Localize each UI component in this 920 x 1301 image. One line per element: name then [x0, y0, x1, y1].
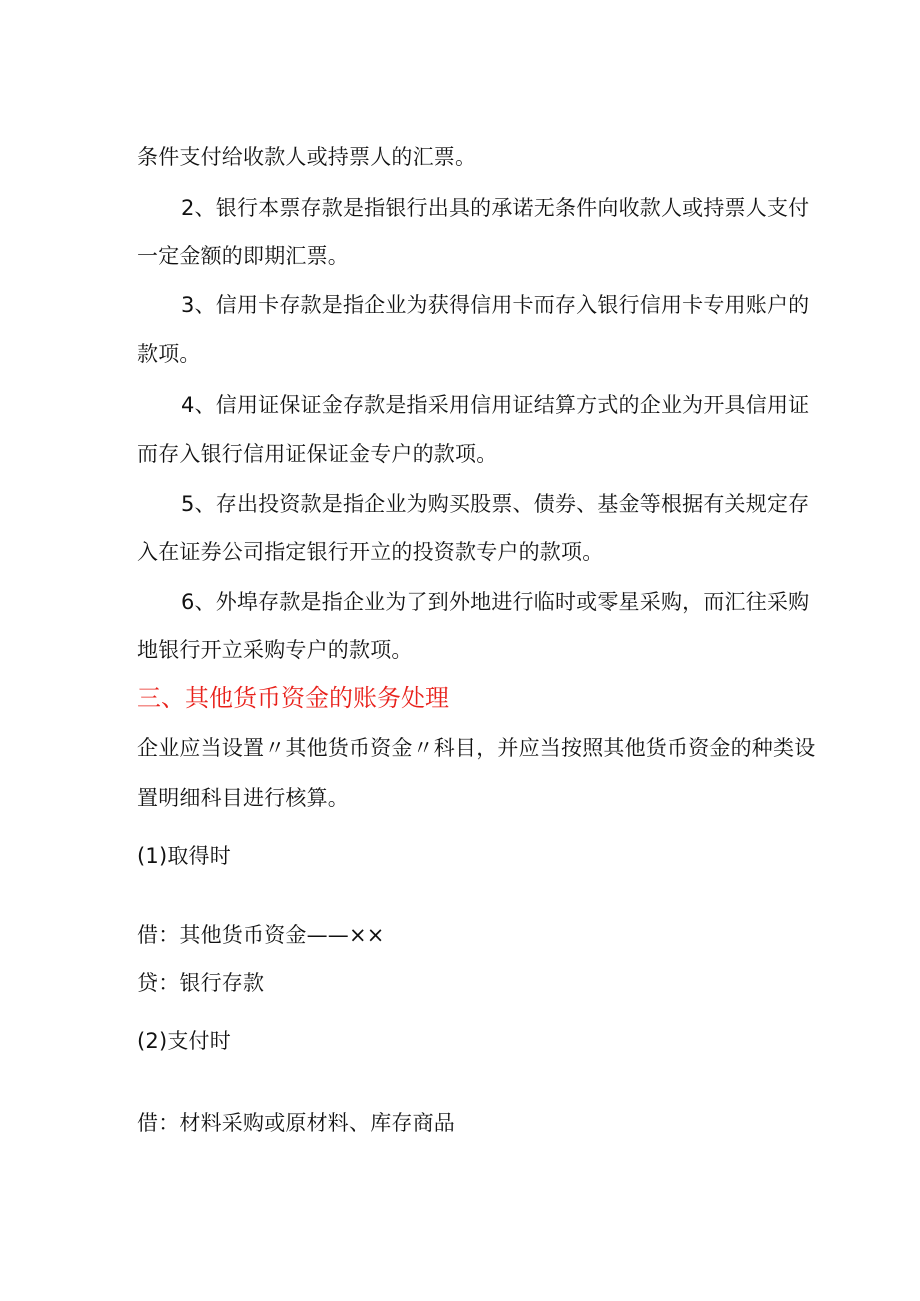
paragraph-line: 一定金额的即期汇票。: [137, 244, 349, 268]
paragraph-line: 而存入银行信用证保证金专户的款项。: [137, 442, 498, 466]
entry-credit-acquire: 贷：银行存款: [137, 971, 265, 995]
entry-debit-acquire: 借：其他货币资金——××: [137, 923, 385, 947]
paragraph-line: 2、银行本票存款是指银行出具的承诺无条件向收款人或持票人支付: [181, 196, 810, 220]
paragraph-line: 6、外埠存款是指企业为了到外地进行临时或零星采购，而汇往采购: [181, 590, 810, 614]
paragraph-line: 3、信用卡存款是指企业为获得信用卡而存入银行信用卡专用账户的: [181, 293, 810, 317]
paragraph-line: 入在证券公司指定银行开立的投资款专户的款项。: [137, 540, 604, 564]
paragraph-line: 款项。: [137, 342, 201, 366]
paragraph-line: 5、存出投资款是指企业为购买股票、债券、基金等根据有关规定存: [181, 492, 810, 516]
entry-debit-pay: 借：材料采购或原材料、库存商品: [137, 1111, 455, 1135]
section-heading: 三、其他货币资金的账务处理: [137, 684, 449, 712]
intro-line: 企业应当设置〃其他货币资金〃科目，并应当按照其他货币资金的种类设: [137, 736, 816, 760]
paragraph-line: 条件支付给收款人或持票人的汇票。: [137, 145, 477, 169]
entry-label-pay: (2)支付时: [137, 1029, 231, 1053]
intro-line: 置明细科目进行核算。: [137, 786, 349, 810]
paragraph-line: 4、信用证保证金存款是指采用信用证结算方式的企业为开具信用证: [181, 393, 810, 417]
paragraph-line: 地银行开立采购专户的款项。: [137, 638, 413, 662]
entry-label-acquire: (1)取得时: [137, 844, 231, 868]
